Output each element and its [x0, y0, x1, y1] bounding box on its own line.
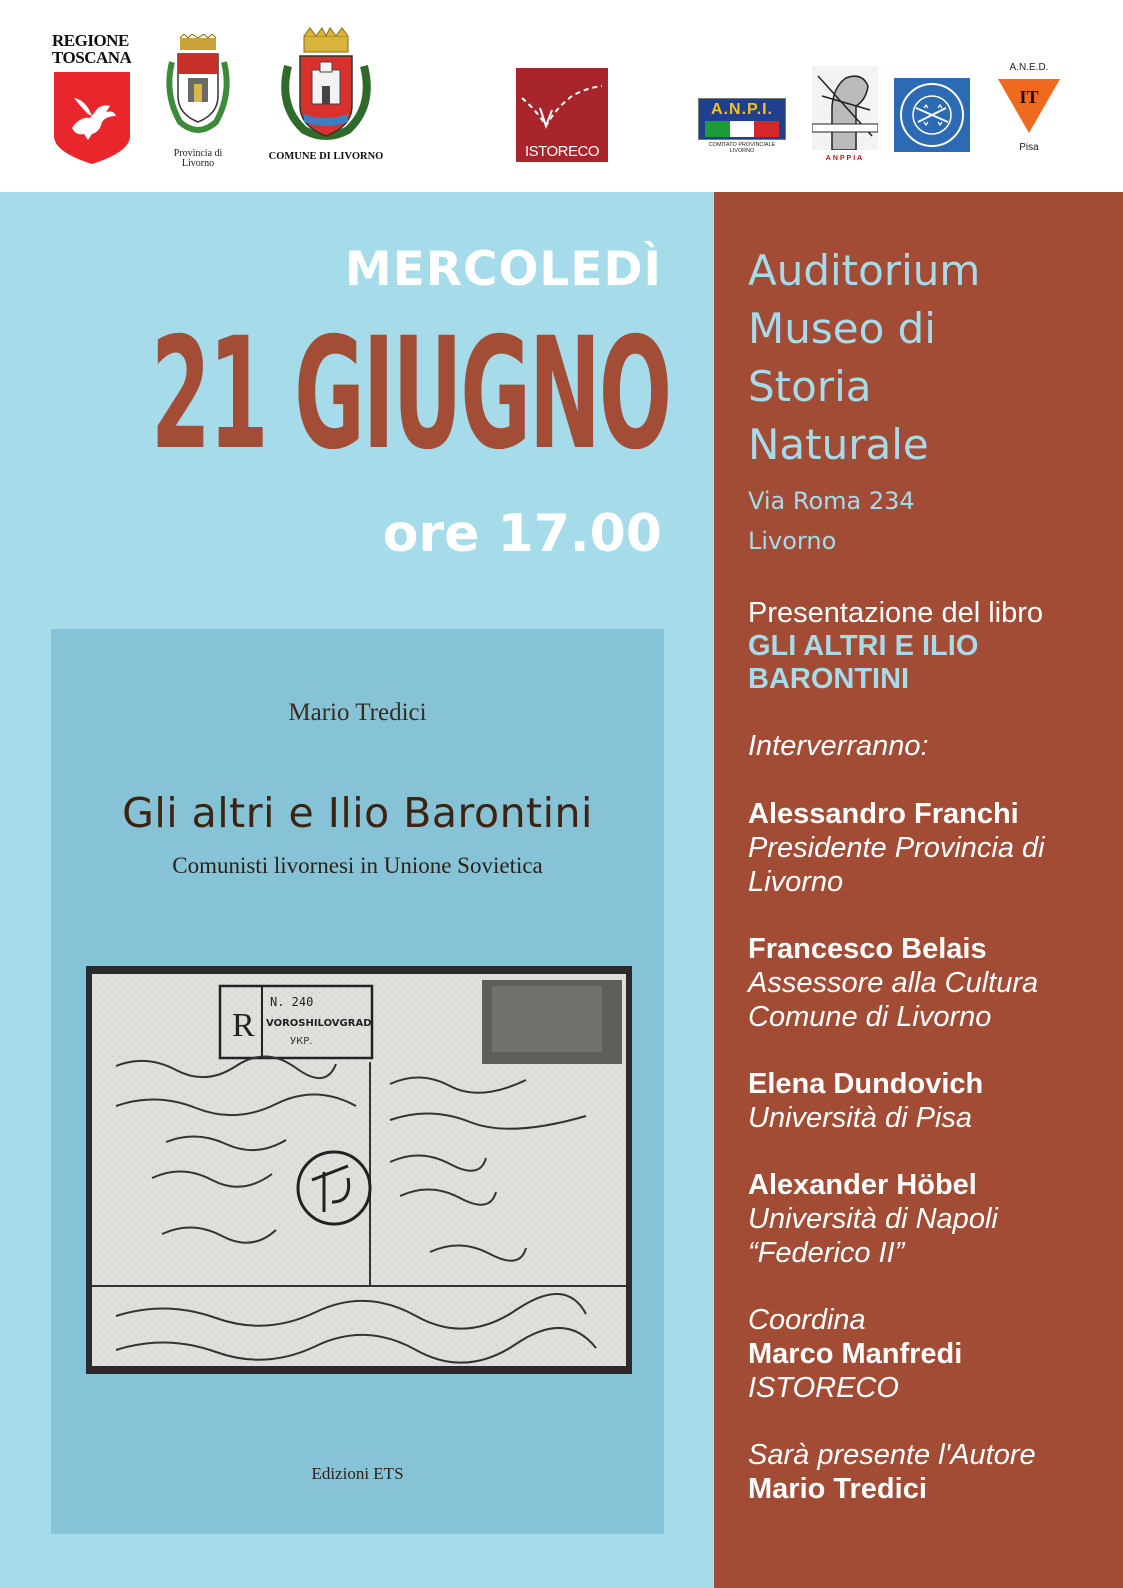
- event-time: ore 17.00: [382, 504, 662, 564]
- presented-book-title-line: GLI ALTRI E ILIO: [748, 630, 979, 662]
- aned-pisa-logo: [992, 62, 1066, 153]
- provincia-livorno-logo: [158, 34, 238, 169]
- anpi-badge: [698, 98, 786, 140]
- speaker-role: Università di Pisa: [748, 1102, 973, 1134]
- book-cover: [51, 629, 664, 1534]
- provincia-crest-icon: [158, 34, 238, 142]
- presented-book-title-line: BARONTINI: [748, 663, 910, 695]
- istoreco-logo: [516, 68, 608, 162]
- speakers-intro: Interverranno:: [748, 730, 929, 762]
- venue-name: [748, 242, 980, 474]
- comune-caption: COMUNE DI LIVORNO: [268, 151, 384, 162]
- venue-line: Auditorium: [748, 246, 981, 295]
- book-title: Gli altri e Ilio Barontini: [122, 789, 593, 837]
- sponsor-logo-bar: [0, 0, 1123, 192]
- program-details: [748, 596, 1108, 1506]
- speaker-role: Università di Napoli: [748, 1203, 998, 1235]
- author-entry: [748, 1438, 1108, 1506]
- speaker-role: Comune di Livorno: [748, 1001, 992, 1033]
- anppia-caption: ANPPIA: [825, 155, 865, 162]
- presented-book-title: [748, 630, 1108, 696]
- aned-caption-top: A.N.E.D.: [1009, 62, 1049, 73]
- ex-internati-seal-icon: [894, 78, 970, 152]
- regione-toscana-logo: [52, 32, 134, 171]
- aned-caption-bottom: Pisa: [1019, 142, 1039, 153]
- red-triangle-icon: [992, 73, 1066, 135]
- event-day: MERCOLEDÌ: [344, 242, 662, 297]
- event-date: 21 GIUGNO: [150, 305, 670, 484]
- svg-text:VOROSHILOVGRAD: VOROSHILOVGRAD: [266, 1018, 372, 1029]
- author-name: Mario Tredici: [748, 1473, 927, 1505]
- book-publisher: Edizioni ETS: [311, 1464, 404, 1483]
- comune-crest-icon: [258, 26, 394, 144]
- book-author: Mario Tredici: [288, 699, 427, 726]
- speaker-name: Elena Dundovich: [748, 1068, 984, 1100]
- italian-flag-icon: [705, 121, 779, 137]
- anppia-logo: [812, 66, 878, 162]
- venue-line: Storia: [748, 362, 872, 411]
- istoreco-caption: ISTORECO: [524, 143, 600, 160]
- anpi-logo: [698, 98, 786, 154]
- regione-toscana-name: REGIONE TOSCANA: [52, 31, 132, 67]
- svg-text:УКР.: УКР.: [290, 1036, 313, 1047]
- coordinator-org: ISTORECO: [748, 1372, 899, 1404]
- speaker-entry: [748, 1067, 1108, 1135]
- speaker-entry: [748, 797, 1108, 899]
- pegasus-shield-icon: [52, 70, 132, 166]
- venue-line: Museo di: [748, 304, 936, 353]
- date-and-book-panel: [0, 192, 714, 1588]
- speaker-role: “Federico II”: [748, 1237, 905, 1269]
- venue-street: Via Roma 234: [748, 487, 915, 515]
- coordinator-label: Coordina: [748, 1304, 866, 1336]
- speaker-entry: [748, 1168, 1108, 1270]
- speaker-role: Presidente Provincia di: [748, 832, 1045, 864]
- speaker-role: Assessore alla Cultura: [748, 967, 1039, 999]
- speaker-entry: [748, 932, 1108, 1034]
- anpi-label: A.N.P.I.: [711, 101, 773, 118]
- svg-text:N. 240: N. 240: [270, 995, 314, 1009]
- presentation-label: Presentazione del libro: [748, 597, 1044, 629]
- fist-barbed-wire-icon: [812, 66, 878, 150]
- venue-city: Livorno: [748, 527, 837, 555]
- historic-envelope-photo: [86, 966, 632, 1374]
- book-subtitle: Comunisti livornesi in Unione Sovietica: [172, 853, 543, 878]
- provincia-caption: Provincia di Livorno: [173, 148, 223, 169]
- coordinator-name: Marco Manfredi: [748, 1338, 963, 1370]
- speaker-name: Alexander Höbel: [748, 1169, 977, 1201]
- comune-livorno-logo: [258, 26, 394, 162]
- venue-and-program-panel: [714, 192, 1123, 1588]
- anpi-caption: COMITATO PROVINCIALE LIVORNO: [708, 142, 776, 154]
- author-note: Sarà presente l'Autore: [748, 1439, 1036, 1471]
- venue-line: Naturale: [748, 420, 929, 469]
- aned-ex-internati-logo: [894, 78, 970, 152]
- coordinator-entry: [748, 1303, 1108, 1405]
- speaker-role: Livorno: [748, 866, 844, 898]
- aned-mark: IT: [1019, 87, 1039, 107]
- speaker-name: Alessandro Franchi: [748, 798, 1019, 830]
- venue-address: [748, 481, 915, 561]
- speaker-name: Francesco Belais: [748, 933, 987, 965]
- istoreco-mark-icon: [516, 68, 608, 138]
- svg-text:R: R: [232, 1007, 255, 1044]
